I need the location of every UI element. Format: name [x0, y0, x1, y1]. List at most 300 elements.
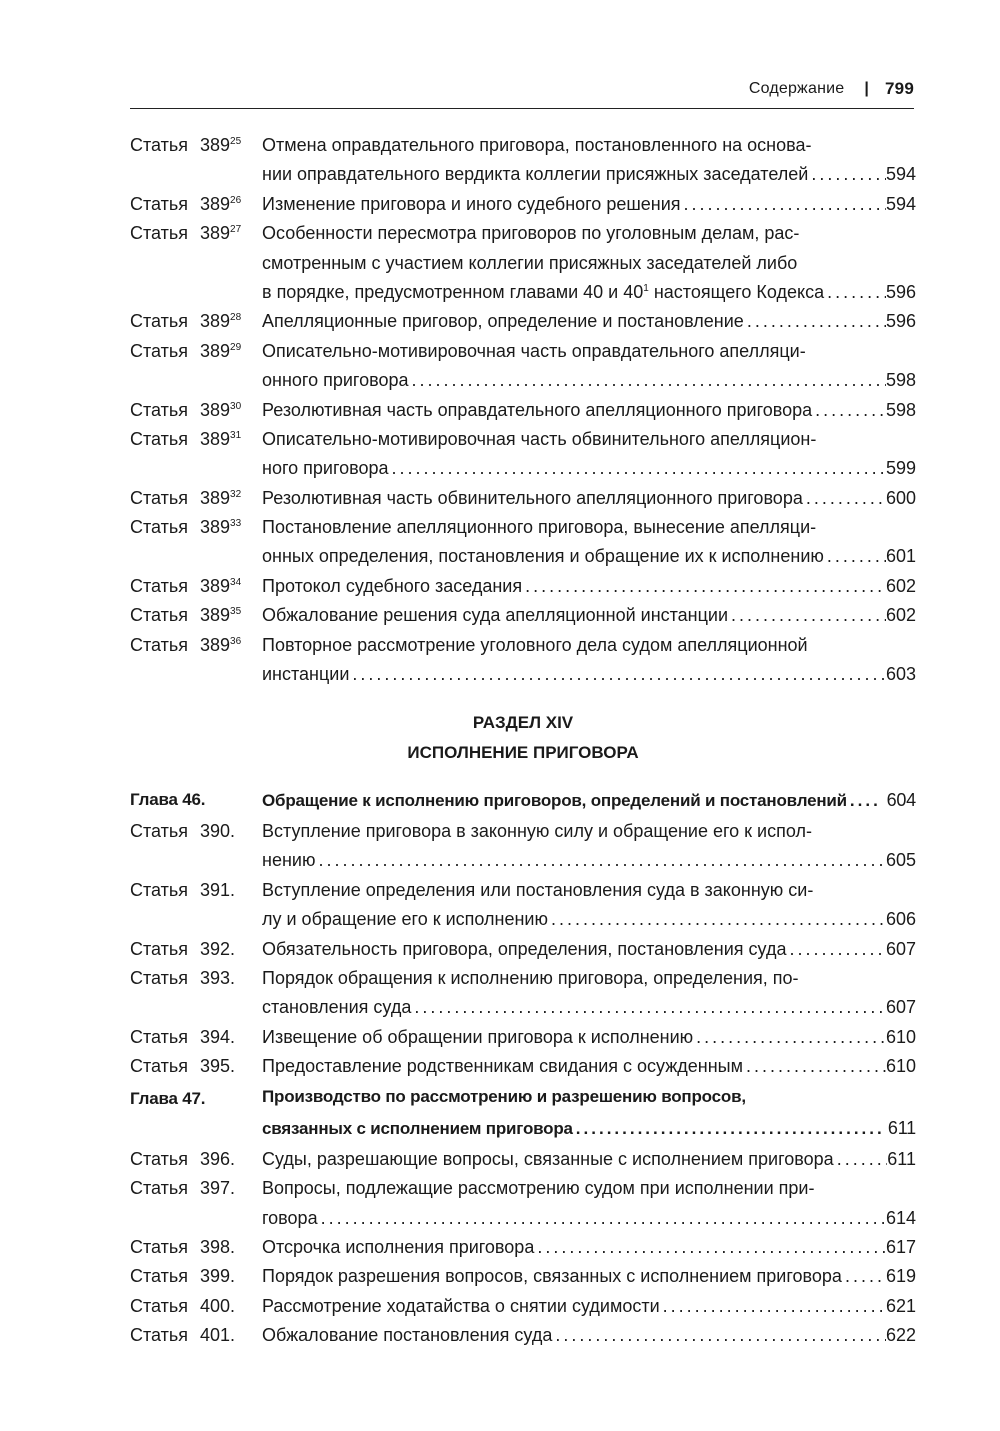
article-superscript: 33: [230, 518, 242, 530]
toc-entry-title: [262, 846, 315, 875]
toc-line: [130, 1262, 916, 1291]
toc-page-number: 601: [885, 546, 916, 567]
toc-entry-label: Статья: [130, 517, 189, 538]
article-number: 389: [200, 311, 231, 332]
toc-page-number: 604: [886, 790, 916, 810]
toc-entry-label: Статья: [130, 223, 189, 244]
article-superscript: 28: [230, 312, 242, 324]
dot-leader: [847, 784, 881, 818]
toc-entry-title: [262, 935, 786, 964]
header-page-number: 799: [885, 79, 914, 98]
toc-entry-text: [262, 513, 916, 542]
toc-entry-text: [262, 876, 916, 905]
article-number: 395.: [200, 1056, 236, 1077]
toc-entry-title: [262, 307, 744, 336]
toc-title-text: Вопросы, подлежащие рассмотрению судом при исполнении при-: [262, 1178, 815, 1199]
toc-entry-text: [262, 425, 916, 454]
toc-entry-label: Глава 47.: [130, 1088, 206, 1108]
toc-line: [130, 993, 916, 1022]
toc-entry-title: [262, 278, 824, 307]
dot-leader: [824, 542, 886, 571]
article-number: 400.: [200, 1295, 236, 1316]
toc-entry-text: [262, 1204, 916, 1233]
toc-line: [130, 601, 916, 630]
toc-entry-text: [262, 993, 916, 1022]
toc-entry-title: [262, 660, 349, 689]
toc-page-number: 594: [885, 193, 916, 214]
toc-title-text: Описательно-мотивировочная часть оправдательного апелляци-: [262, 340, 806, 361]
toc-line: [130, 935, 916, 964]
toc-entry-text: [262, 1233, 916, 1262]
toc-entry-label: Статья: [130, 879, 189, 900]
dot-leader: [803, 484, 886, 513]
dot-leader: [812, 396, 886, 425]
section-title: РАЗДЕЛ XIV: [472, 713, 574, 732]
toc-entry-text: [262, 905, 916, 934]
header-rule: [130, 108, 914, 109]
toc-line: [130, 660, 916, 689]
toc-page-number: 603: [885, 664, 916, 685]
toc-page-number: 598: [885, 399, 916, 420]
toc-entry-number: [200, 1145, 264, 1174]
toc-entry-title: [262, 219, 799, 248]
toc-entry-number: [200, 935, 264, 964]
toc-entry-title: [262, 784, 847, 818]
toc-line: [130, 1233, 916, 1262]
toc-entry-text: [262, 817, 916, 846]
article-number: 389: [200, 517, 231, 538]
toc-entry-title: [262, 1082, 746, 1111]
dot-leader: [411, 993, 886, 1022]
dot-leader: [660, 1292, 886, 1321]
dot-leader: [318, 1204, 886, 1233]
toc-entry-number: [200, 876, 264, 905]
toc-title-text: Резолютивная часть обвинительного апелляционного приговора: [262, 487, 803, 508]
toc-title-text: онных определения, постановления и обращение их к исполнению: [262, 546, 824, 567]
toc-entry-title: [262, 513, 816, 542]
article-number: 390.: [200, 821, 236, 841]
toc-entry-title: [262, 905, 548, 934]
toc-title-text: Предоставление родственникам свидания с осужденным: [262, 1056, 743, 1077]
toc-page-number: 617: [885, 1237, 916, 1258]
toc-entry-title: [262, 1233, 534, 1262]
toc-entry-number: [200, 190, 264, 219]
article-number: 401.: [200, 1325, 236, 1346]
toc-line: [130, 572, 916, 601]
toc-entry-text: [262, 660, 916, 689]
dot-leader: [834, 1145, 888, 1174]
toc-title-text: Повторное рассмотрение уголовного дела судом апелляционной: [262, 634, 808, 655]
dot-leader: [743, 1052, 886, 1081]
toc-page-number: 602: [885, 605, 916, 626]
dot-leader: [808, 160, 886, 189]
article-superscript: 32: [230, 488, 242, 500]
article-number: 389: [200, 487, 231, 508]
toc-line: [130, 131, 916, 160]
toc-entry-text: [262, 783, 916, 818]
toc-entry-title: [262, 1174, 814, 1203]
toc-page-number: 611: [887, 1117, 916, 1138]
toc-line: [130, 964, 916, 993]
toc-entry-number: [200, 1023, 264, 1052]
toc-entry-text: [262, 1262, 916, 1291]
article-superscript: 30: [230, 400, 242, 412]
toc-title-text: связанных с исполнением приговора: [262, 1118, 573, 1138]
toc-entry-number: [200, 1321, 264, 1350]
toc-entry-title: [262, 1321, 552, 1350]
toc-entry-number: [200, 631, 264, 660]
toc-line: [130, 513, 916, 542]
toc-entry-label: Статья: [130, 1178, 189, 1199]
toc-page-number: 602: [885, 575, 916, 596]
toc-title-text: нии оправдательного вердикта коллегии присяжных заседателей: [262, 164, 809, 185]
toc-entry-text: [262, 160, 916, 189]
dot-leader: [389, 454, 886, 483]
toc-title-text: Обращение к исполнению приговоров, определений и постановлений: [262, 791, 847, 810]
article-superscript: 26: [230, 194, 242, 206]
toc-title-text: Порядок разрешения вопросов, связанных с исполнением приговора: [262, 1266, 842, 1287]
toc-entry-title: [262, 425, 816, 454]
toc-entry-title: [262, 993, 411, 1022]
toc-entry-text: [262, 601, 916, 630]
toc-entry-label: Статья: [130, 967, 189, 988]
article-number: 389: [200, 575, 231, 596]
dot-leader: [552, 1321, 886, 1350]
article-number: 398.: [200, 1237, 236, 1258]
toc-page-number: 596: [885, 311, 916, 332]
toc-line: [130, 1292, 916, 1321]
article-number: 394.: [200, 1026, 236, 1047]
toc-entry-title: [262, 1145, 834, 1174]
section-subtitle: ИСПОЛНЕНИЕ ПРИГОВОРА: [407, 743, 639, 762]
toc-entry-number: [200, 817, 264, 846]
toc-title-text: Рассмотрение ходатайства о снятии судимости: [262, 1295, 660, 1316]
toc-chapter-line: [130, 1111, 916, 1145]
toc-entry-title: [262, 190, 681, 219]
toc-entry-title: [262, 876, 813, 905]
toc-page-number: 600: [885, 487, 916, 508]
article-number: 399.: [200, 1266, 236, 1287]
toc-entry-text: [262, 307, 916, 336]
toc-entry-title: [262, 249, 797, 278]
toc-title-text: Отмена оправдательного приговора, постановленного на основа-: [262, 135, 812, 155]
toc-line: [130, 905, 916, 934]
article-superscript: 35: [230, 606, 242, 618]
dot-leader: [573, 1112, 882, 1146]
toc-block-articles-389: [130, 131, 916, 689]
article-superscript: 27: [230, 224, 242, 236]
toc-page-number: 605: [885, 850, 916, 871]
article-superscript: 31: [230, 429, 242, 441]
toc-entry-text: [262, 1111, 916, 1146]
dot-leader: [408, 366, 885, 395]
toc-title-text: Протокол судебного заседания: [262, 575, 523, 596]
article-number: 389: [200, 399, 231, 420]
toc-entry-text: [262, 1321, 916, 1350]
toc-entry-label: Статья: [130, 575, 189, 596]
toc-chapter-line: [130, 1082, 916, 1111]
toc-line: [130, 278, 916, 307]
toc-chapter-line: [130, 783, 916, 817]
toc-entry-number: [200, 425, 264, 454]
toc-entry-text: [262, 572, 916, 601]
toc-line: [130, 876, 916, 905]
toc-entry-text: [262, 1145, 916, 1174]
toc-entry-text: [262, 337, 916, 366]
toc-page-number: 610: [885, 1026, 916, 1047]
toc-title-text: Извещение об обращении приговора к исполнению: [262, 1026, 694, 1047]
toc-line: [130, 249, 916, 278]
toc-title-text: ного приговора: [262, 458, 389, 479]
toc-entry-number: [200, 396, 264, 425]
toc-entry-text: [262, 846, 916, 875]
toc-entry-title: [262, 817, 812, 846]
toc-line: [130, 454, 916, 483]
toc-entry-label: Статья: [130, 1325, 189, 1346]
toc-entry-number: [200, 1174, 264, 1203]
article-superscript: 36: [230, 635, 242, 647]
toc-title-text: Апелляционные приговор, определение и постановление: [262, 311, 744, 332]
toc-line: [130, 846, 916, 875]
dot-leader: [728, 601, 886, 630]
toc-title-text: становления суда: [262, 997, 412, 1018]
toc-entry-text: [262, 1082, 916, 1111]
toc-entry-number: [200, 964, 264, 993]
dot-leader: [824, 278, 886, 307]
toc-line: [130, 484, 916, 513]
toc-entry-text: [262, 1292, 916, 1321]
toc-title-text: лу и обращение его к исполнению: [262, 909, 548, 930]
toc-title-superscript: 1: [643, 282, 649, 294]
toc-entry-title: [262, 542, 824, 571]
toc-line: [130, 1321, 916, 1350]
toc-line: [130, 219, 916, 248]
toc-entry-number: [200, 572, 264, 601]
toc-page-number: 594: [885, 164, 916, 185]
toc-page-number: 607: [885, 938, 916, 959]
toc-entry-number: [200, 601, 264, 630]
toc-entry-text: [262, 1052, 916, 1081]
toc-entry-label: Статья: [130, 938, 189, 959]
toc-entry-label: Статья: [130, 821, 189, 841]
article-number: 389: [200, 428, 231, 449]
toc-entry-label: Глава 46.: [130, 790, 206, 809]
toc-entry-number: [200, 307, 264, 336]
toc-entry-text: [262, 454, 916, 483]
toc-entry-label: Статья: [130, 1148, 189, 1169]
toc-entry-text: [262, 1023, 916, 1052]
toc-entry-title: [262, 131, 811, 160]
dot-leader: [681, 190, 886, 219]
toc-entry-label: Статья: [130, 135, 189, 155]
toc-line: [130, 817, 916, 846]
dot-leader: [548, 905, 886, 934]
toc-line: [130, 542, 916, 571]
toc-entry-label: Статья: [130, 1266, 189, 1287]
toc-line: [130, 160, 916, 189]
toc-entry-label: Статья: [130, 399, 189, 420]
toc-title-text: Особенности пересмотра приговоров по уголовным делам, рас-: [262, 223, 800, 244]
article-number: 389: [200, 634, 231, 655]
article-superscript: 34: [230, 576, 242, 588]
article-superscript: 29: [230, 341, 242, 353]
toc-entry-label: Статья: [130, 340, 189, 361]
toc-block-section-xiv: [130, 783, 916, 1351]
toc-entry-title: [262, 1023, 693, 1052]
toc-page-number: 621: [885, 1295, 916, 1316]
toc-entry-label: Статья: [130, 634, 189, 655]
toc-entry-title: [262, 964, 799, 993]
toc-title-text: инстанции: [262, 664, 350, 685]
toc-entry-text: [262, 935, 916, 964]
toc-entry-text: [262, 278, 916, 307]
article-number: 389: [200, 135, 231, 155]
toc-title-text-tail: настоящего Кодекса: [648, 281, 825, 302]
toc-line: [130, 190, 916, 219]
toc-entry-title: [262, 1292, 660, 1321]
toc-entry-text: [262, 366, 916, 395]
toc-page-number: 607: [885, 997, 916, 1018]
toc-entry-number: [200, 219, 264, 248]
toc-entry-title: [262, 366, 408, 395]
article-number: 389: [200, 193, 231, 214]
header-separator: |: [864, 80, 870, 97]
toc-title-text: Суды, разрешающие вопросы, связанные с исполнением приговора: [262, 1148, 834, 1169]
toc-title-text: Порядок обращения к исполнению приговора, определения, по-: [262, 967, 799, 988]
article-number: 391.: [200, 879, 236, 900]
toc-line: [130, 1204, 916, 1233]
toc-page-number: 596: [885, 281, 916, 302]
toc-title-text: Вступление приговора в законную силу и обращение его к испол-: [262, 821, 812, 841]
toc-title-text: Изменение приговора и иного судебного решения: [262, 193, 681, 214]
toc-page-number: 610: [885, 1056, 916, 1077]
toc-line: [130, 1145, 916, 1174]
dot-leader: [786, 935, 885, 964]
toc-title-text: Обжалование решения суда апелляционной инстанции: [262, 605, 729, 626]
toc-entry-text: [262, 131, 916, 160]
toc-entry-title: [262, 1204, 318, 1233]
toc-entry-title: [262, 337, 806, 366]
toc-entry-label: Статья: [130, 487, 189, 508]
toc-title-text: Обжалование постановления суда: [262, 1325, 553, 1346]
toc-entry-number: [200, 131, 264, 160]
toc-entry-text: [262, 190, 916, 219]
toc-entry-title: [262, 160, 808, 189]
article-number: 389: [200, 223, 231, 244]
toc-title-text: Обязательность приговора, определения, постановления суда: [262, 938, 787, 959]
article-number: 397.: [200, 1178, 236, 1199]
toc-line: [130, 1052, 916, 1081]
toc-page-number: 611: [887, 1148, 916, 1169]
article-superscript: 25: [230, 136, 242, 147]
toc-entry-number: [200, 1262, 264, 1291]
toc-entry-label: Статья: [130, 1056, 189, 1077]
toc-entry-number: [200, 1233, 264, 1262]
toc-line: [130, 337, 916, 366]
section-heading: [130, 708, 916, 768]
toc-entry-label: Статья: [130, 193, 189, 214]
toc-entry-text: [262, 1174, 916, 1203]
toc-entry-title: [262, 1112, 573, 1146]
toc-line: [130, 396, 916, 425]
dot-leader: [315, 846, 886, 875]
toc-title-text: онного приговора: [262, 370, 409, 391]
article-number: 393.: [200, 967, 236, 988]
toc-title-text: в порядке, предусмотренном главами 40 и 40: [262, 281, 644, 302]
toc-page-number: 619: [885, 1266, 916, 1287]
dot-leader: [693, 1023, 886, 1052]
toc-entry-number: [200, 337, 264, 366]
article-number: 392.: [200, 938, 236, 959]
dot-leader: [534, 1233, 886, 1262]
toc-entry-label: Статья: [130, 428, 189, 449]
toc-line: [130, 425, 916, 454]
toc-entry-number: [200, 513, 264, 542]
dot-leader: [522, 572, 886, 601]
toc-entry-label: Статья: [130, 1295, 189, 1316]
toc-line: [130, 366, 916, 395]
toc-entry-number: [200, 1292, 264, 1321]
toc-title-text: смотренным с участием коллегии присяжных заседателей либо: [262, 252, 798, 273]
toc-title-text: Отсрочка исполнения приговора: [262, 1237, 535, 1258]
article-number: 389: [200, 605, 231, 626]
toc-entry-title: [262, 601, 728, 630]
toc-title-text: Постановление апелляционного приговора, вынесение апелляци-: [262, 517, 817, 538]
toc-line: [130, 631, 916, 660]
toc-entry-label: Статья: [130, 311, 189, 332]
toc-title-text: Производство по рассмотрению и разрешению вопросов,: [262, 1086, 746, 1106]
toc-entry-text: [262, 249, 916, 278]
toc-entry-label: Статья: [130, 1237, 189, 1258]
toc-entry-label: Статья: [130, 1026, 189, 1047]
toc-entry-number: [200, 1052, 264, 1081]
article-number: 396.: [200, 1148, 236, 1169]
toc-entry-text: [262, 484, 916, 513]
header-title: Содержание: [748, 80, 845, 97]
toc-entry-title: [262, 631, 808, 660]
toc-entry-title: [262, 454, 389, 483]
toc-entry-text: [262, 964, 916, 993]
toc-page-number: 598: [885, 370, 916, 391]
running-header: [130, 76, 914, 102]
toc-entry-title: [262, 396, 812, 425]
toc-entry-title: [262, 484, 803, 513]
article-number: 389: [200, 340, 231, 361]
toc-title-text: Описательно-мотивировочная часть обвинительного апелляцион-: [262, 428, 817, 449]
toc-entry-text: [262, 542, 916, 571]
toc-title-text: Вступление определения или постановления суда в законную си-: [262, 879, 814, 900]
dot-leader: [349, 660, 886, 689]
toc-entry-title: [262, 572, 522, 601]
toc-entry-text: [262, 631, 916, 660]
toc-page-number: 606: [885, 909, 916, 930]
toc-entry-number: [200, 484, 264, 513]
toc-page-number: 614: [885, 1207, 916, 1228]
toc-entry-text: [262, 396, 916, 425]
toc-page-number: 599: [885, 458, 916, 479]
toc-entry-title: [262, 1052, 743, 1081]
toc-title-text: Резолютивная часть оправдательного апелляционного приговора: [262, 399, 813, 420]
toc-entry-title: [262, 1262, 842, 1291]
toc-page-number: 622: [885, 1325, 916, 1346]
dot-leader: [744, 307, 886, 336]
toc-line: [130, 1023, 916, 1052]
toc-title-text: нению: [262, 850, 316, 871]
toc-title-text: говора: [262, 1207, 318, 1228]
toc-line: [130, 1174, 916, 1203]
toc-entry-label: Статья: [130, 605, 189, 626]
toc-line: [130, 307, 916, 336]
